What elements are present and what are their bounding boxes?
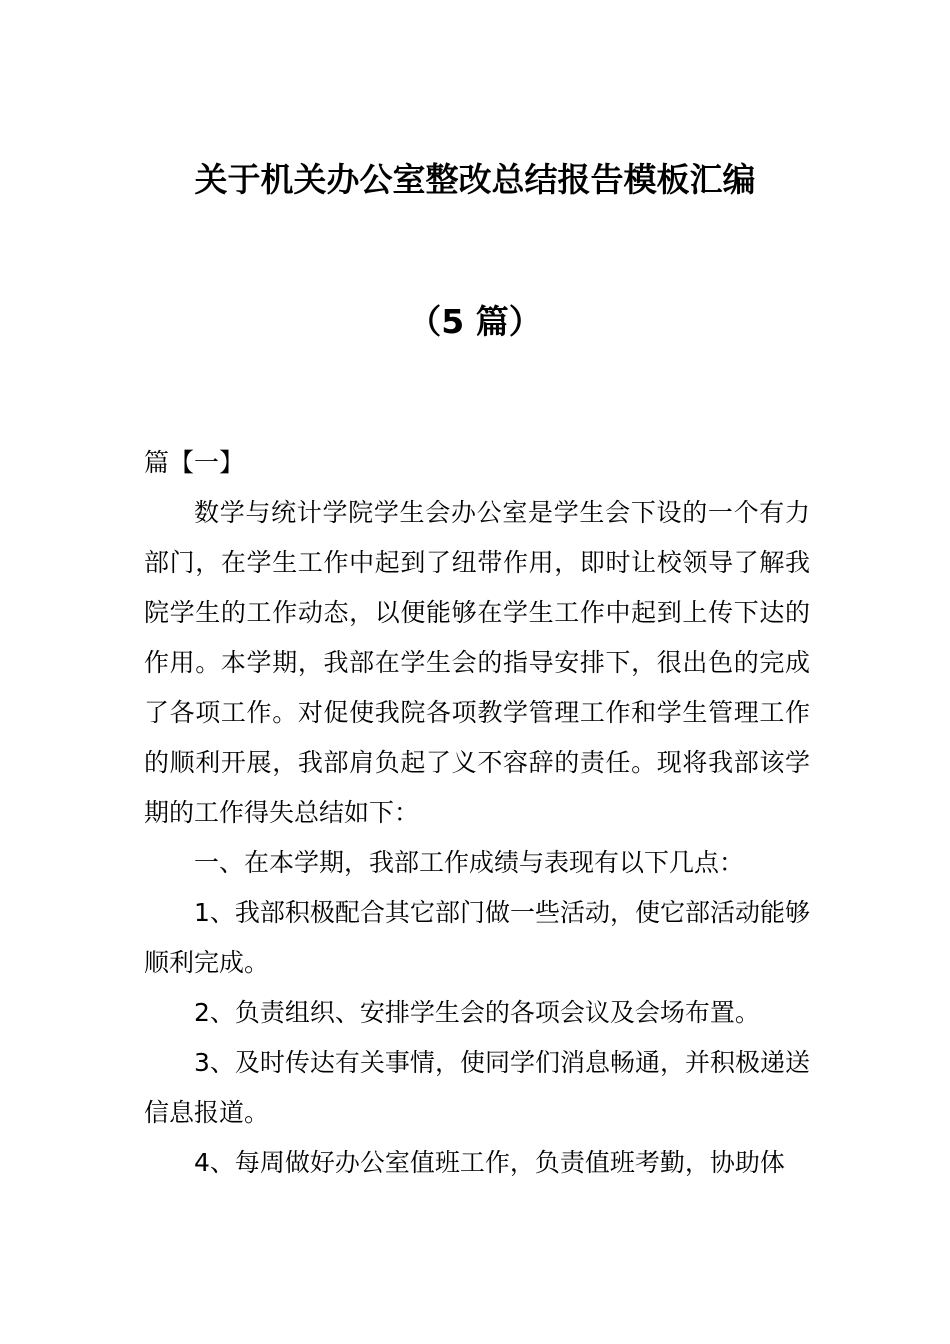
paragraph-item-1: 1、我部积极配合其它部门做一些活动，使它部活动能够顺利完成。 bbox=[144, 898, 810, 977]
paragraph-item-4: 4、每周做好办公室值班工作，负责值班考勤，协助体 bbox=[194, 1148, 785, 1177]
paragraph-intro: 数学与统计学院学生会办公室是学生会下设的一个有力部门，在学生工作中起到了纽带作用，即时让校领导了解我院学生的工作动态，以便能够在学生工作中起到上传下达的作用。本学期，我部在学生会的指导安排下，很出色的完成了各项工作。对促使我院各项教学管理工作和学生管理工作的顺利开展，我部肩负起了义不容辞的责任。现将我部该学期的工作得失总结如下： bbox=[144, 498, 810, 827]
paragraph-item-3: 3、及时传达有关事情，使同学们消息畅通，并积极递送信息报道。 bbox=[144, 1048, 810, 1127]
document-title: 关于机关办公室整改总结报告模板汇编 bbox=[194, 160, 756, 199]
paragraph-item-2: 2、负责组织、安排学生会的各项会议及会场布置。 bbox=[194, 998, 760, 1027]
document-body bbox=[144, 438, 810, 1188]
paragraph-heading-achievements: 一、在本学期，我部工作成绩与表现有以下几点： bbox=[194, 848, 745, 877]
section-label: 篇【一】 bbox=[144, 448, 245, 477]
document-subtitle: （5 篇） bbox=[408, 302, 542, 341]
